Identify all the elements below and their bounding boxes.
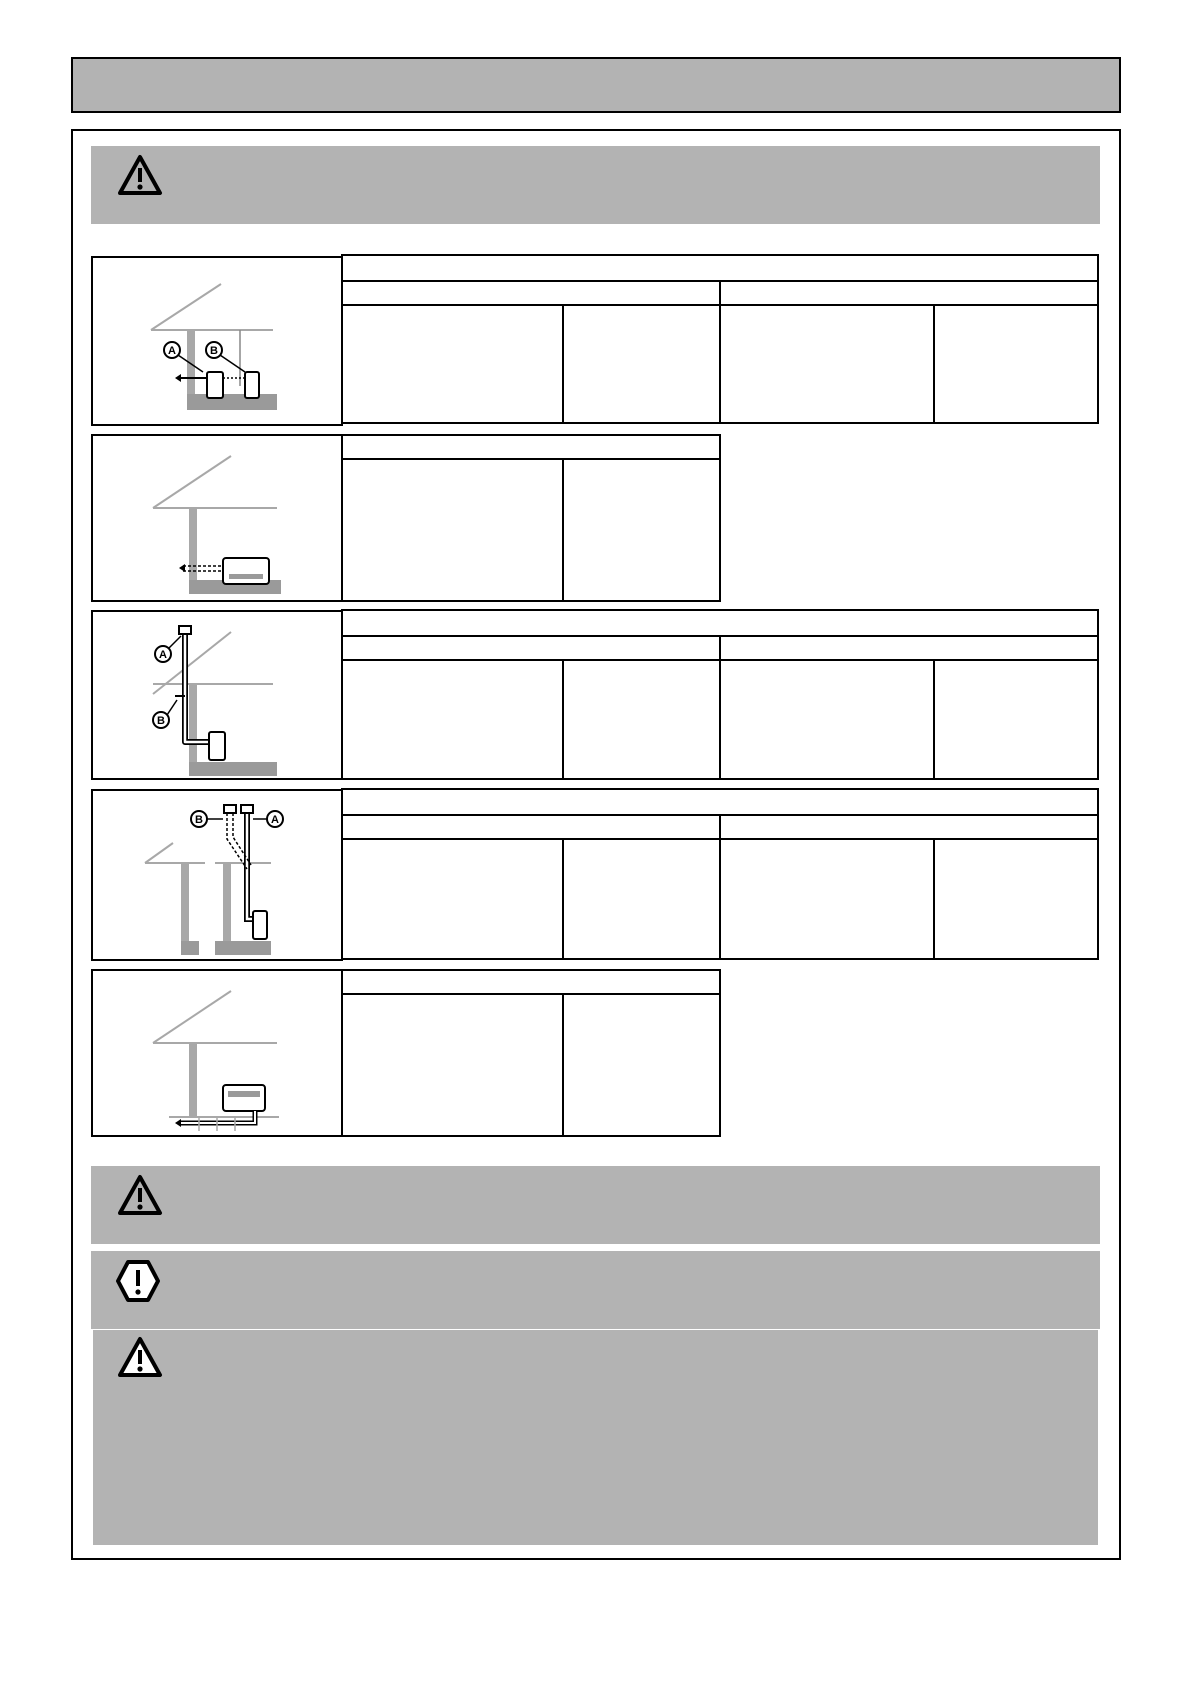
installation-diagram-3 — [93, 612, 343, 778]
spec-table-row-2 — [341, 434, 721, 602]
label-a: A — [271, 814, 279, 826]
warning-triangle-icon — [117, 154, 163, 196]
mandatory-notice-banner — [91, 1251, 1100, 1329]
label-a: A — [159, 649, 167, 661]
installation-diagram-5 — [93, 971, 343, 1135]
warning-banner-lower — [91, 1166, 1100, 1244]
warning-banner-top — [91, 146, 1100, 224]
installation-diagram-4 — [93, 791, 343, 959]
spec-table-row-1 — [341, 254, 1099, 424]
warning-banner-bottom — [93, 1330, 1098, 1545]
diagram-row-5 — [91, 969, 343, 1137]
installation-diagram-2 — [93, 436, 343, 600]
spec-table-row-3 — [341, 609, 1099, 780]
label-b: B — [210, 345, 218, 357]
label-b: B — [157, 715, 165, 727]
spec-table-row-4 — [341, 788, 1099, 960]
diagram-row-1 — [91, 256, 343, 426]
diagram-row-2 — [91, 434, 343, 602]
label-a: A — [168, 345, 176, 357]
diagram-row-4 — [91, 789, 343, 961]
exclamation-hexagon-icon — [115, 1259, 161, 1303]
spec-table-row-5 — [341, 969, 721, 1137]
label-b: B — [195, 814, 203, 826]
warning-triangle-icon — [117, 1174, 163, 1216]
page-title-bar — [71, 57, 1121, 113]
installation-diagram-1 — [93, 258, 343, 424]
warning-triangle-icon — [117, 1336, 163, 1378]
diagram-row-3 — [91, 610, 343, 780]
